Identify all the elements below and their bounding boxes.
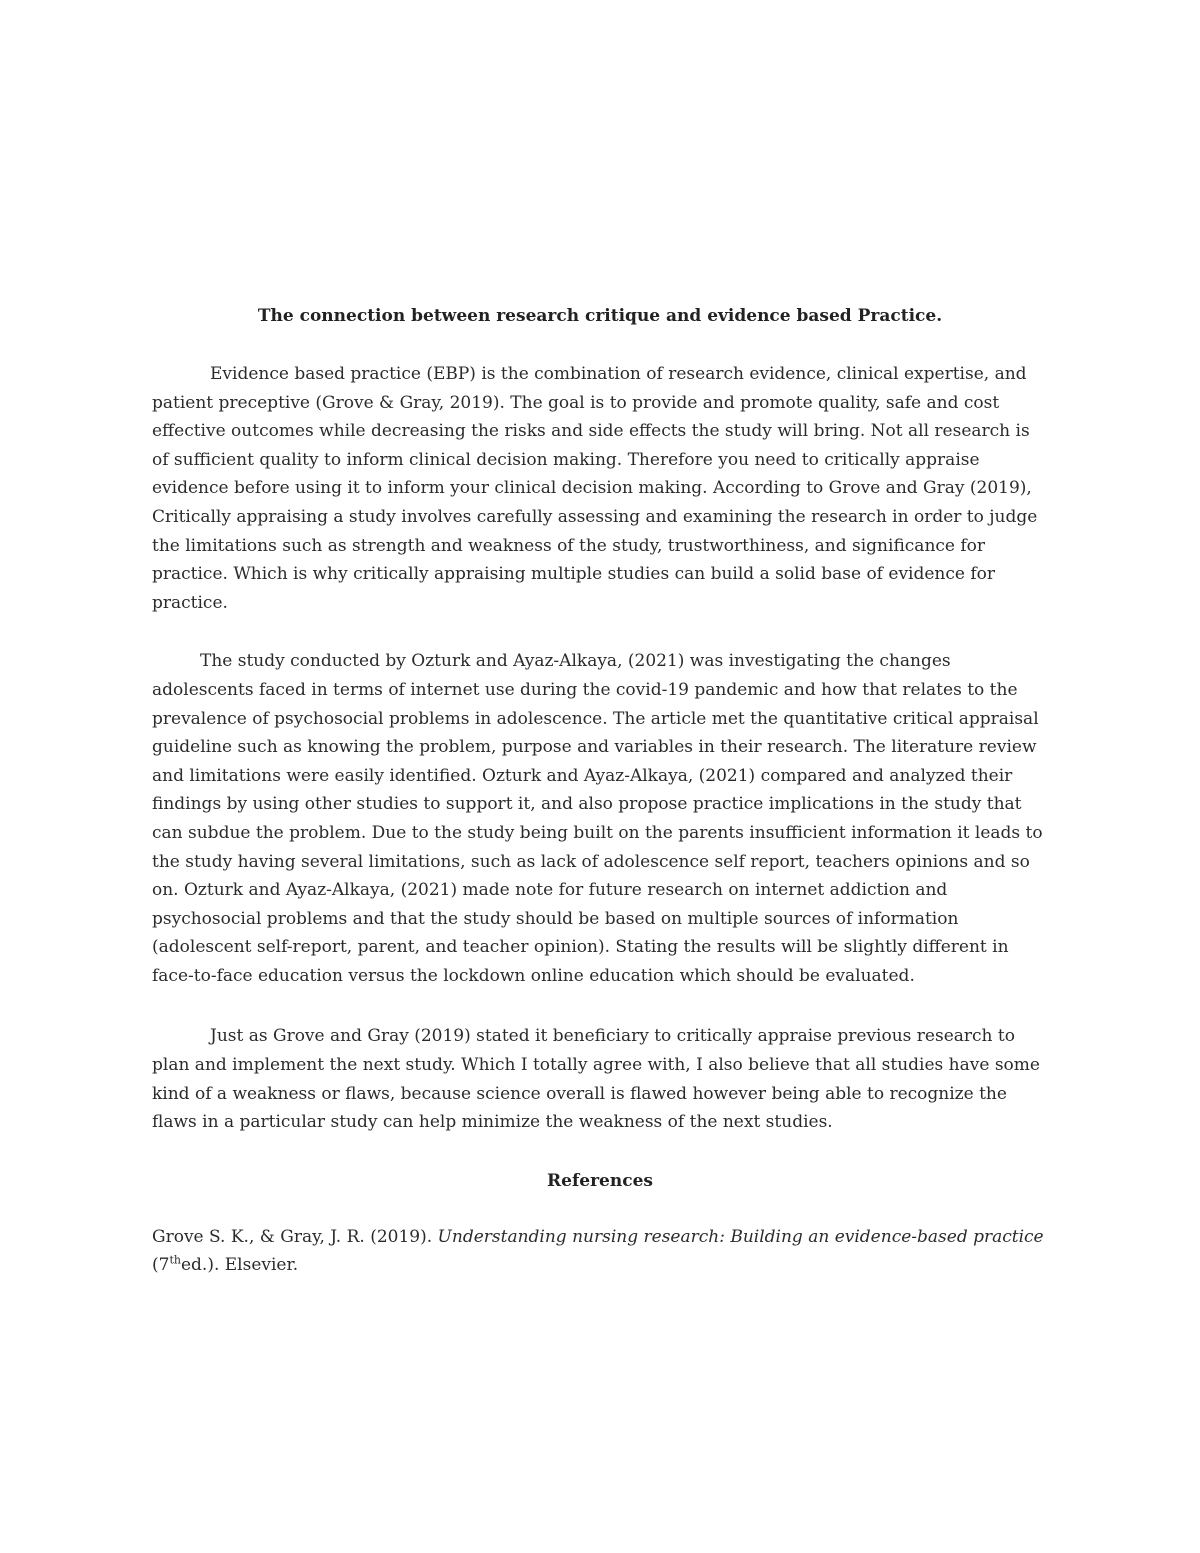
document-title: The connection between research critique and evidence based Practice. [257,306,943,326]
reference-edition: (7 [152,1255,170,1276]
paragraph-study-critique: The study conducted by Ozturk and Ayaz-Alkaya, (2021) was investigating the changes adolescents faced in terms of internet use during the covid-19 pandemic and how that relates to the prevalence of psychosocial problems in adolescence. The article met the quantitative critical appraisal guideline such as knowing the problem, purpose and variables in their research. The literature review and limitations were easily identified. Ozturk and Ayaz-Alkaya, (2021) compared and analyzed their findings by using other studies to support it, and also propose practice implications in the study that can subdue the problem. Due to the study being built on the parents insufficient information it leads to the study having several limitations, such as lack of adolescence self report, teachers opinions and so on. Ozturk and Ayaz-Alkaya, (2021) made note for future research on internet addiction and psychosocial problems and that the study should be based on multiple sources of information (adolescent self-report, parent, and teacher opinion). Stating the results will be slightly different in face-to-face education versus the lockdown online education which should be evaluated. [152,651,1043,986]
reference-authors: Grove S. K., & Gray, J. R. (2019). [152,1226,438,1247]
reference-entry [152,1223,1048,1280]
reference-publisher: ed.). Elsevier. [180,1255,299,1276]
reference-book-title: Understanding nursing research: Building an evidence-based practice [437,1226,1044,1247]
paragraph-conclusion: Just as Grove and Gray (2019) stated it beneficiary to critically appraise previous research to plan and implement the next study. Which I totally agree with, I also believe that all studies have some kind of a weakness or flaws, because science overall is flawed however being able to recognize the flaws in a particular study can help minimize the weakness of the next studies. [152,1026,1040,1133]
references-heading: References [547,1170,653,1191]
document-page [152,302,1048,1280]
reference-edition-superscript: th [169,1253,181,1267]
paragraph-ebp-definition: Evidence based practice (EBP) is the combination of research evidence, clinical expertise, and patient preceptive (Grove & Gray, 2019). The goal is to provide and promote quality, safe and cost effective outcomes while decreasing the risks and side effects the study will bring. Not all research is of sufficient quality to inform clinical decision making. Therefore you need to critically appraise evidence before using it to inform your clinical decision making. According to Grove and Gray (2019), Critically appraising a study involves carefully assessing and examining the research in order to judge the limitations such as strength and weakness of the study, trustworthiness, and significance for practice. Which is why critically appraising multiple studies can build a solid base of evidence for practice. [152,364,1038,613]
